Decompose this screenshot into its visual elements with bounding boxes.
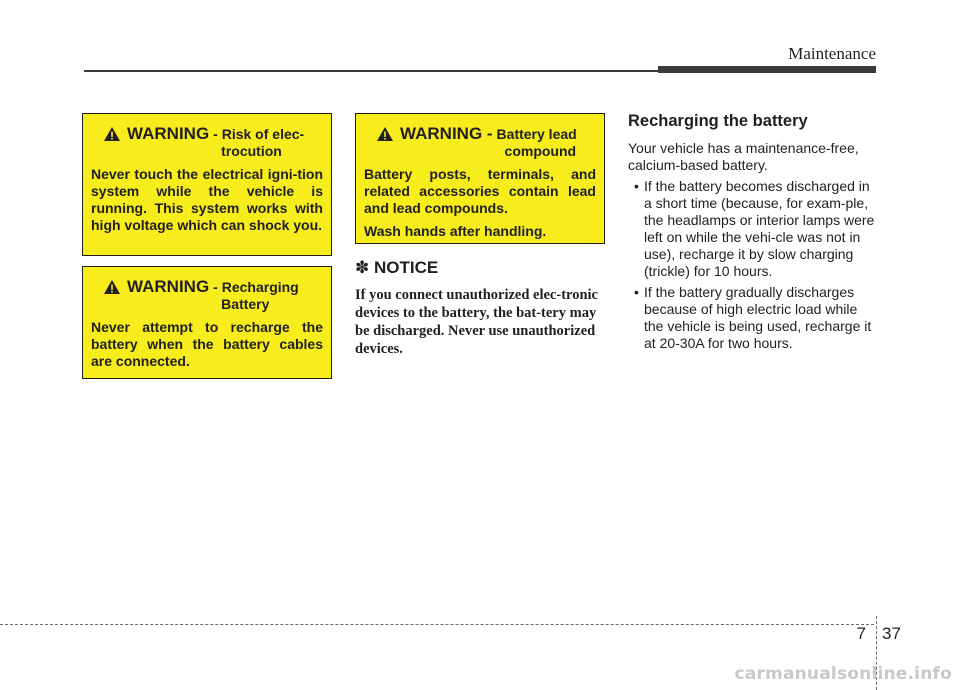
page-number: 37 xyxy=(882,624,901,643)
warning-box-recharging xyxy=(82,266,332,379)
warning-triangle-icon xyxy=(103,279,121,295)
notice-title: ✽ NOTICE xyxy=(355,258,439,277)
chapter-number: 7 xyxy=(856,624,866,643)
bullet: • xyxy=(634,284,639,300)
warning-box-electrocution xyxy=(82,113,332,256)
warning-heading xyxy=(103,277,323,313)
warning-box-lead-compound xyxy=(355,113,605,244)
warning-subtitle: Battery lead compound xyxy=(496,126,577,159)
section-intro: Your vehicle has a maintenance-free, calcium-based battery. xyxy=(628,140,859,173)
warning-subtitle: - Recharging Battery xyxy=(213,279,299,312)
warning-heading xyxy=(103,124,323,160)
page-header-title: Maintenance xyxy=(788,44,876,63)
recharge-list xyxy=(628,178,880,352)
warning-triangle-icon xyxy=(376,126,394,142)
warning-word: WARNING - xyxy=(400,124,493,143)
footer-rule xyxy=(0,624,874,625)
warning-subtitle: - Risk of elec- trocution xyxy=(213,126,305,159)
warning-word: WARNING xyxy=(127,277,210,296)
recharging-section xyxy=(628,111,880,356)
warning-triangle-icon xyxy=(103,126,121,142)
warning-body: Never attempt to recharge the battery when the battery cables are connected. xyxy=(91,319,323,369)
bullet: • xyxy=(634,178,639,194)
watermark: carmanualsonline.info xyxy=(734,664,952,684)
header-rule-accent xyxy=(658,66,876,73)
header-rule xyxy=(84,70,664,72)
warning-body: Never touch the electrical igni-tion system while the vehicle is running. This system works with high voltage which can shock you. xyxy=(91,166,323,233)
list-item: • If the battery becomes discharged in a short time (because, for exam-ple, the headlamps or interior lamps were left on while the vehi-cle was not in use), recharge it by slow charging (trickle) for 10 hours. xyxy=(634,178,875,279)
warning-heading xyxy=(376,124,596,160)
notice-body: If you connect unauthorized elec-tronic devices to the battery, the bat-tery may be discharged. Never use unauthorized devices. xyxy=(355,287,598,357)
warning-word: WARNING xyxy=(127,124,210,143)
section-title: Recharging the battery xyxy=(628,112,808,130)
notice-section xyxy=(355,258,605,358)
list-item: • If the battery gradually discharges because of high electric load while the vehicle is being used, recharge it at 20-30A for two hours. xyxy=(634,284,872,351)
warning-body: Battery posts, terminals, and related accessories contain lead and lead compounds. Wash hands after handling. xyxy=(364,166,596,239)
